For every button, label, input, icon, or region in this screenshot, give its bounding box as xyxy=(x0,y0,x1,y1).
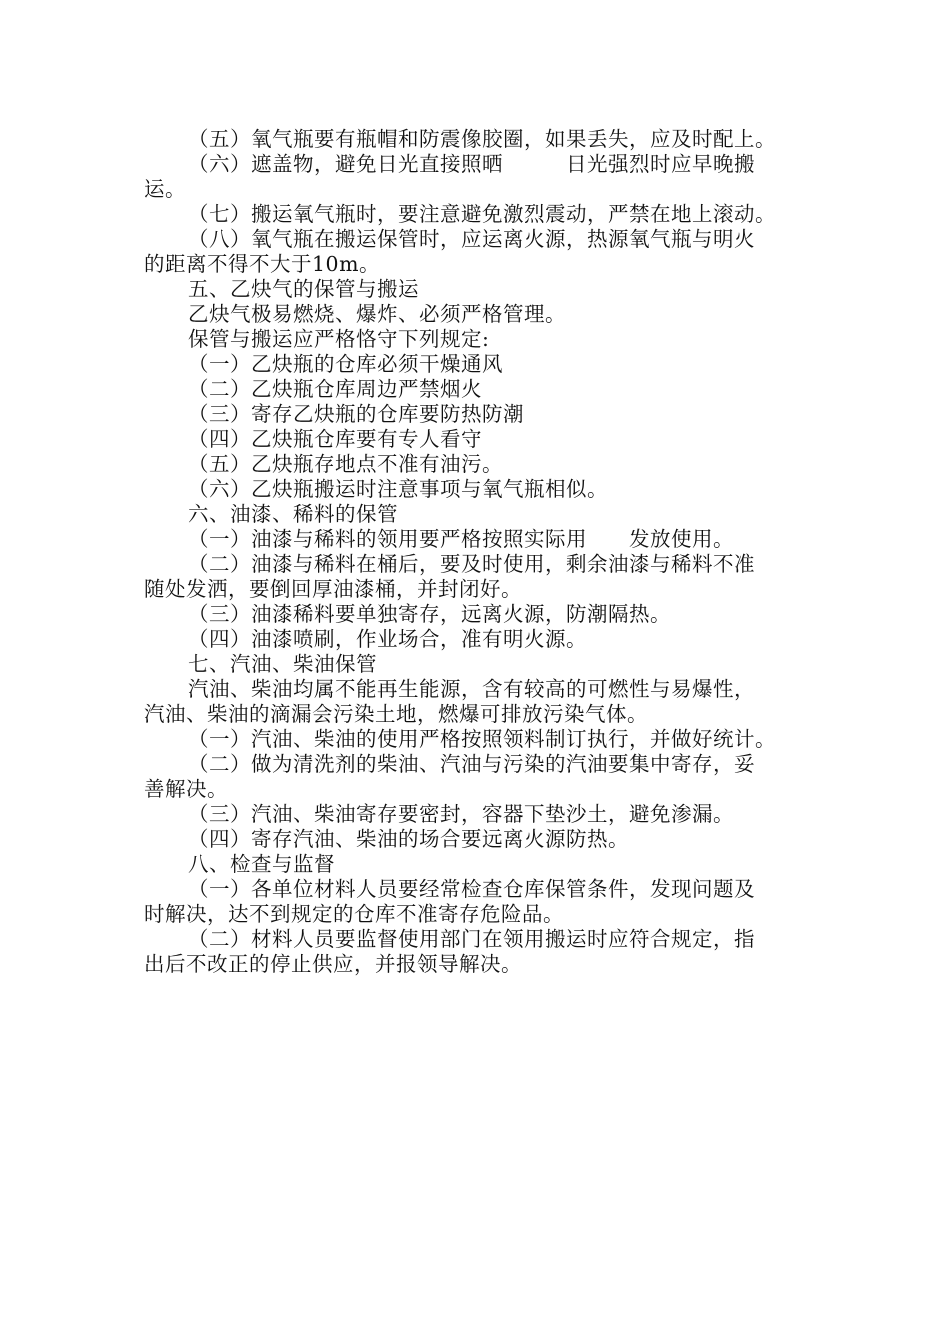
text-line: （八）氧气瓶在搬运保管时，应运离火源，热源氧气瓶与明火 xyxy=(188,227,755,251)
section-heading: 八、检查与监督 xyxy=(188,852,335,876)
text-line: 运。 xyxy=(144,177,186,201)
text-line: （三）汽油、柴油寄存要密封，容器下垫沙土，避免渗漏。 xyxy=(188,802,734,826)
text-line: （二）做为清洗剂的柴油、汽油与污染的汽油要集中寄存，妥 xyxy=(188,752,755,776)
text-line: 随处发洒，要倒回厚油漆桶，并封闭好。 xyxy=(144,577,522,601)
section-heading: 五、乙炔气的保管与搬运 xyxy=(188,277,419,301)
text-line: 出后不改正的停止供应，并报领导解决。 xyxy=(144,952,522,976)
text-line: （五）氧气瓶要有瓶帽和防震像胶圈，如果丢失，应及时配上。 xyxy=(188,127,776,151)
text-line: （六）遮盖物，避免日光直接照晒 日光强烈时应早晚搬 xyxy=(188,152,755,176)
text-line: （五）乙炔瓶存地点不准有油污。 xyxy=(188,452,503,476)
text-line: （二）乙炔瓶仓库周边严禁烟火 xyxy=(188,377,482,401)
text-line: （一）乙炔瓶的仓库必须干燥通风 xyxy=(188,352,503,376)
text-line: 汽油、柴油的滴漏会污染土地，燃爆可排放污染气体。 xyxy=(144,702,648,726)
text-line: （三）寄存乙炔瓶的仓库要防热防潮 xyxy=(188,402,524,426)
text-line: 乙炔气极易燃烧、爆炸、必须严格管理。 xyxy=(188,302,566,326)
text-line: （一）油漆与稀料的领用要严格按照实际用 发放使用。 xyxy=(188,527,734,551)
section-heading: 七、汽油、柴油保管 xyxy=(188,652,377,676)
text-line: 保管与搬运应严格恪守下列规定: xyxy=(188,327,490,351)
text-line: 汽油、柴油均属不能再生能源，含有较高的可燃性与易爆性， xyxy=(188,677,755,701)
text-line: 善解决。 xyxy=(144,777,228,801)
text-line: （二）材料人员要监督使用部门在领用搬运时应符合规定，指 xyxy=(188,927,755,951)
text-line: （四）寄存汽油、柴油的场合要远离火源防热。 xyxy=(188,827,629,851)
text-line: （一）汽油、柴油的使用严格按照领料制订执行，并做好统计。 xyxy=(188,727,776,751)
text-line: （三）油漆稀料要单独寄存，远离火源，防潮隔热。 xyxy=(188,602,671,626)
text-line: （四）乙炔瓶仓库要有专人看守 xyxy=(188,427,482,451)
text-line: 时解决，达不到规定的仓库不准寄存危险品。 xyxy=(144,902,564,926)
text-line: （六）乙炔瓶搬运时注意事项与氧气瓶相似。 xyxy=(188,477,608,501)
text-line: （四）油漆喷刷，作业场合，准有明火源。 xyxy=(188,627,587,651)
text-line: （一）各单位材料人员要经常检查仓库保管条件，发现问题及 xyxy=(188,877,755,901)
text-line: 的距离不得不大于10m。 xyxy=(144,252,381,276)
text-line: （二）油漆与稀料在桶后，要及时使用，剩余油漆与稀料不准 xyxy=(188,552,755,576)
text-line: （七）搬运氧气瓶时，要注意避免激烈震动，严禁在地上滚动。 xyxy=(188,202,776,226)
section-heading: 六、油漆、稀料的保管 xyxy=(188,502,398,526)
